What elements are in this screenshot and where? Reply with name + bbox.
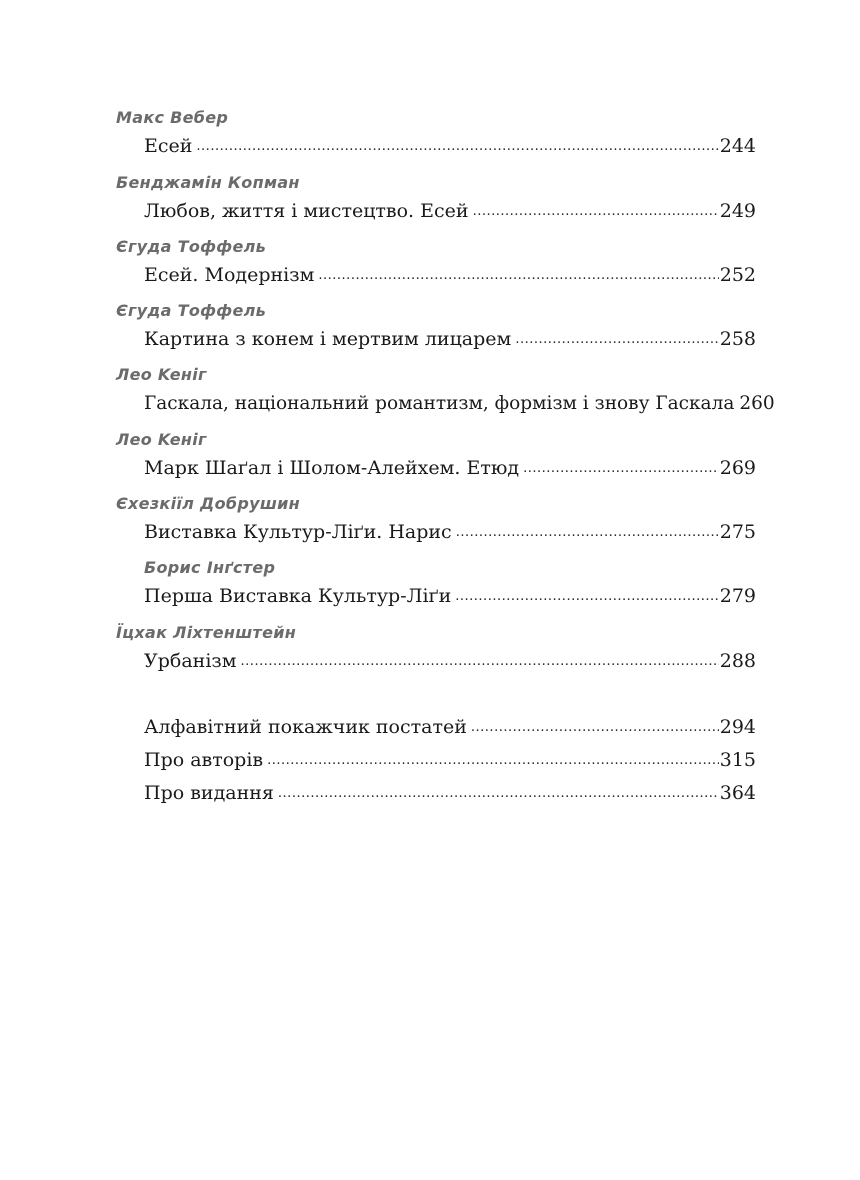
toc-entry[interactable] xyxy=(144,648,756,672)
entry-title: Марк Шаґал і Шолом-Алейхем. Етюд xyxy=(144,457,520,479)
author-name: Бенджамін Копман xyxy=(116,173,300,192)
dot-leader xyxy=(523,455,719,474)
page-number: 364 xyxy=(719,782,756,804)
page-number: 244 xyxy=(719,135,756,157)
entry-title: Есей. Модернізм xyxy=(144,264,315,286)
entry-title: Есей xyxy=(144,135,193,157)
toc-entry[interactable] xyxy=(144,198,756,222)
entry-title: Виставка Культур-Ліґи. Нарис xyxy=(144,521,452,543)
entry-title: Урбанізм xyxy=(144,650,237,672)
page-number: 288 xyxy=(719,650,756,672)
page-number: 294 xyxy=(719,716,756,738)
toc-entry[interactable] xyxy=(144,519,756,543)
author-name: Макс Вебер xyxy=(116,108,229,127)
page-number: 258 xyxy=(719,328,756,350)
entry-title: Любов, життя і мистецтво. Есей xyxy=(144,200,469,222)
page-number: 269 xyxy=(719,457,756,479)
page-number: 275 xyxy=(719,521,756,543)
dot-leader xyxy=(267,747,719,766)
dot-leader xyxy=(473,198,719,217)
toc-entry[interactable] xyxy=(144,262,756,286)
dot-leader xyxy=(471,714,719,733)
dot-leader xyxy=(318,262,718,281)
page-number: 260 xyxy=(739,392,775,414)
page-number: 252 xyxy=(719,264,756,286)
entry-title: Алфавітний покажчик постатей xyxy=(144,716,467,738)
author-name: Лео Keніг xyxy=(116,365,207,384)
page-number: 249 xyxy=(719,200,756,222)
dot-leader xyxy=(456,519,719,538)
page-number: 315 xyxy=(719,749,756,771)
toc-entry[interactable] xyxy=(144,455,756,479)
dot-leader xyxy=(515,326,718,345)
dot-leader xyxy=(278,780,719,799)
toc-entry[interactable] xyxy=(144,133,756,157)
page-number: 279 xyxy=(719,585,756,607)
entry-title: Картина з конем і мертвим лицарем xyxy=(144,328,512,350)
toc-entry-index[interactable] xyxy=(144,714,756,738)
toc-entry-edition[interactable] xyxy=(144,780,756,804)
toc-entry-authors[interactable] xyxy=(144,747,756,771)
dot-leader xyxy=(455,583,718,602)
author-name: Лео Keніг xyxy=(116,430,207,449)
entry-title: Гаскала, національний романтизм, формізм і знову Гаскала xyxy=(144,392,735,414)
author-name: Єгуда Тоффель xyxy=(116,237,267,256)
toc-entry[interactable] xyxy=(144,326,756,350)
author-name: Борис Інґстер xyxy=(144,558,276,577)
toc-entry[interactable] xyxy=(144,390,775,414)
author-name: Їцхак Ліхтенштейн xyxy=(116,623,297,642)
toc-entry[interactable] xyxy=(144,583,756,607)
author-name: Єгуда Тоффель xyxy=(116,301,267,320)
entry-title: Перша Виставка Культур-Ліґи xyxy=(144,585,452,607)
entry-title: Про видання xyxy=(144,782,274,804)
author-name: Єхезкіїл Добрушин xyxy=(116,494,300,513)
dot-leader xyxy=(196,133,718,152)
entry-title: Про авторів xyxy=(144,749,264,771)
dot-leader xyxy=(241,648,719,667)
